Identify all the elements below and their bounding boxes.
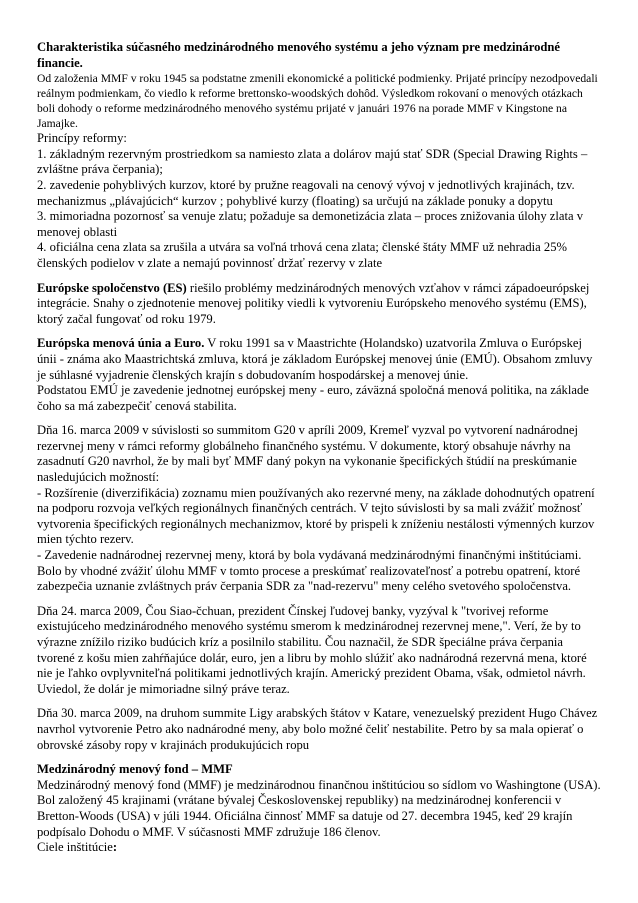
emu-text: V roku 1991 sa v Maastrichte (Holandsko) uzatvorila Zmluva o Európskej únii - známa ako Maastrichtská zmluva, ktorá je základom Európskej menovej únie (EMÚ). Obsahom zmluvy je súhlasné vyjadrenie členských krajín s dobudovaním hospodárskej a menovej únie.	[37, 336, 593, 382]
es-text: riešilo problémy medzinárodných menových vzťahov v rámci západoeurópskej integrácie. Snahy o zjednotenie menovej politiky viedli k vytvoreniu Európskeho menového systému (EMS), ktorý začal fungovať od roku 1979.	[37, 280, 590, 326]
document-page	[37, 40, 602, 856]
document-title: Charakteristika súčasného medzinárodného menového systému a jeho význam pre medzinárodné financie.	[37, 40, 560, 70]
principle-3: 3. mimoriadna pozornosť sa venuje zlatu; požaduje sa demonetizácia zlata – proces znižovania úlohy zlata v menovej oblasti	[37, 209, 584, 239]
g20-paragraph: Dňa 16. marca 2009 v súvislosti so summitom G20 v apríli 2009, Kremeľ vyzval po vytvorení nadnárodnej rezervnej meny v rámci reformy globálneho finančného systému. V dokumente, ktorý obsahuje návrhy na zasadnutí G20 navrhol, že by mali byť MMF daný pokyn na vykonanie špecifických štúdií na preskúmanie nasledujúcich možností:	[37, 423, 578, 485]
emu-bold-term: Európska menová únia a Euro.	[37, 336, 205, 351]
principle-1: 1. základným rezervným prostriedkom sa namiesto zlata a dolárov majú stať SDR (Special Drawing Rights – zvláštne práva čerpania);	[37, 146, 588, 177]
g20-option-2: - Zavedenie nadnárodnej rezervnej meny, ktorá by bola vydávaná medzinárodnými finančnými inštitúciami. Bolo by vhodné zvážiť úlohu MMF v tomto procese a preskúmať realizovateľnosť a potrebu opatrení, ktoré zabezpečia uznanie zvláštnych práv čerpania SDR za "nad-rezervu" meny celého svetového spoločenstva.	[37, 548, 582, 594]
es-bold-term: Európske spoločenstvo (ES)	[37, 280, 187, 295]
es-paragraph	[37, 281, 602, 328]
mmf-goals-colon: :	[112, 840, 118, 855]
mmf-heading: Medzinárodný menový fond – MMF	[37, 762, 233, 777]
china-paragraph: Dňa 24. marca 2009, Čou Siao-čchuan, prezident Čínskej ľudovej banky, vyzýval k "tvorivej reforme existujúceho medzinárodného menového systému smerom k medzinárodnej rezervnej mene,". Verí, že by to výrazne znížilo riziko budúcich kríz a posilnilo stabilitu. Čou naznačil, že SDR špeciálne práva čerpania tvorené z košu mien zahŕňajúce dolár, euro, jen a libru by mohlo slúžiť ako nadnárodná rezervná mena, ktoré nie je ľahko ovplyvniteľná politikami jednotlivých krajín. Americký prezident Obama, však, odmietol návrh. Uviedol, že dolár je mimoriadne silný práve teraz.	[37, 603, 587, 696]
principle-2: 2. zavedenie pohyblivých kurzov, ktoré by pružne reagovali na cenový vývoj v jednotlivých krajinách, tzv. mechanizmus „plávajúcich“ kurzov ; pohyblivé kurzy (floating) sa určujú na základe ponuky a dopytu	[37, 177, 575, 208]
mmf-goals	[37, 840, 602, 856]
petro-paragraph: Dňa 30. marca 2009, na druhom summite Ligy arabských štátov v Katare, venezuelský prezident Hugo Chávez navrhol vytvorenie Petro ako nadnárodné meny, aby bolo možné čeliť nestabilite. Petro by sa mala opierať o obrovské zásoby ropy v krajinách produkujúcich ropu	[37, 706, 598, 752]
principle-4: 4. oficiálna cena zlata sa zrušila a utvára sa voľná trhová cena zlata; členské štáty MMF už nehradia 25% členských podielov v zlate a nemajú povinnosť držať rezervy v zlate	[37, 240, 567, 270]
mmf-goals-label: Ciele inštitúcie	[37, 840, 113, 855]
principles-heading: Princípy reformy:	[37, 131, 127, 146]
g20-option-1: - Rozšírenie (diverzifikácia) zoznamu mien používaných ako rezervné meny, na základe dohodnutých opatrení na podporu rozvoja veľkých regionálnych finančných centrách. V tejto súvislosti by sa mali zvážiť možnosť vytvorenia špecifických regionálnych mechanizmov, ktoré by prispeli k zníženiu nestálosti výmenných kurzov mien týchto rezerv.	[37, 485, 595, 547]
emu-paragraph	[37, 336, 602, 383]
mmf-paragraph: Medzinárodný menový fond (MMF) je medzinárodnou finančnou inštitúciou so sídlom vo Washingtone (USA). Bol založený 45 krajinami (vrátane bývalej Československej republiky) na medzinárodnej konferencii v Bretton-Woods (USA) v júli 1944. Oficiálna činnosť MMF sa datuje od 27. decembra 1945, keď 29 krajín podpísalo Dohodu o MMF. V súčasnosti MMF združuje 186 členov.	[37, 777, 601, 839]
intro-paragraph: Od založenia MMF v roku 1945 sa podstatne zmenili ekonomické a politické podmienky. Prijaté princípy nezodpovedali reálnym podmienkam, čo viedlo k reforme brettonsko-woodských dohôd. Výsledkom rokovaní o menových otázkach boli dohody o reforme medzinárodného menového systému prijaté v januári 1976 na porade MMF v Kingstone na Jamajke.	[37, 72, 598, 131]
emu-paragraph-2: Podstatou EMÚ je zavedenie jednotnej európskej meny - euro, záväzná spoločná menová politika, na základe čoho sa má zabezpečiť cenová stabilita.	[37, 383, 589, 413]
